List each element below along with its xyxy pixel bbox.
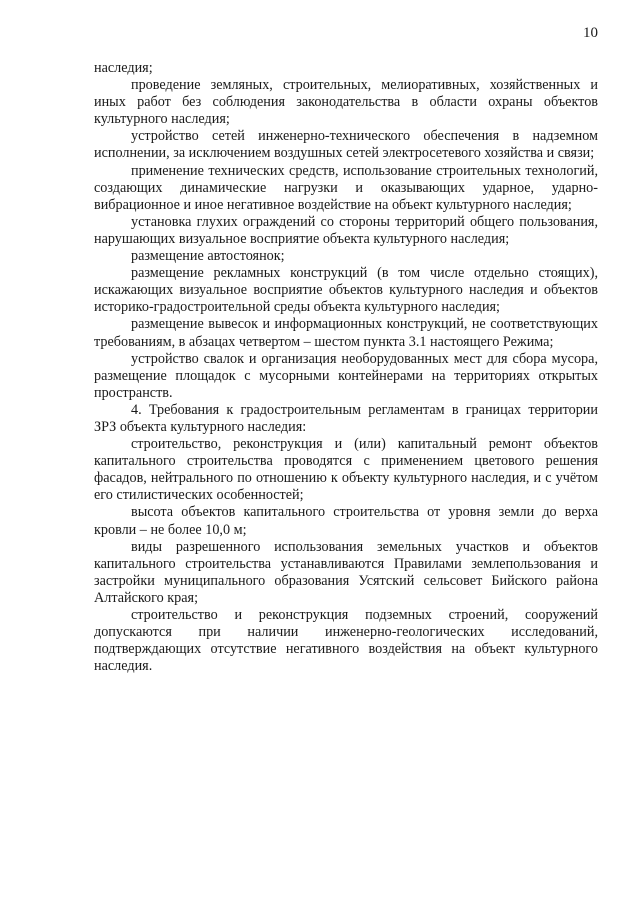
paragraph: установка глухих ограждений со стороны территорий общего пользования, нарушающих визуальное восприятие объекта культурного наследия; <box>94 213 598 247</box>
paragraph: строительство и реконструкция подземных строений, сооружений допускаются при наличии инженерно-геологических исследований, подтверждающих отсутствие негативного воздействия на объект культурного наследия. <box>94 607 598 675</box>
paragraph: устройство сетей инженерно-технического обеспечения в надземном исполнении, за исключением воздушных сетей электросетевого хозяйства и связи; <box>94 128 598 162</box>
paragraph: размещение рекламных конструкций (в том числе отдельно стоящих), искажающих визуальное восприятие объектов культурного наследия и объектов историко-градостроительной среды объекта культурного наследия; <box>94 265 598 316</box>
paragraph: наследия; <box>94 60 153 76</box>
paragraph: строительство, реконструкция и (или) капитальный ремонт объектов капитального строительства проводятся с применением цветового решения фасадов, нейтрального по отношению к объекту культурного наследия, и с учётом его стилистических особенностей; <box>94 436 598 504</box>
section-heading: 4. Требования к градостроительным регламентам в границах территории ЗРЗ объекта культурного наследия: <box>94 401 598 435</box>
paragraph: виды разрешенного использования земельных участков и объектов капитального строительства устанавливаются Правилами землепользования и застройки муниципального образования Усятский сельсовет Бийского района Алтайского края; <box>94 538 598 606</box>
paragraph: устройство свалок и организация необорудованных мест для сбора мусора, размещение площадок с мусорными контейнерами на территориях открытых пространств. <box>94 350 598 401</box>
paragraph: размещение вывесок и информационных конструкций, не соответствующих требованиям, в абзацах четвертом – шестом пункта 3.1 настоящего Режима; <box>94 316 598 350</box>
document-body <box>94 60 598 675</box>
paragraph: применение технических средств, использование строительных технологий, создающих динамические нагрузки и оказывающих ударное, ударно-вибрационное и иное негативное воздействие на объект культурного наследия; <box>94 162 598 213</box>
paragraph: проведение земляных, строительных, мелиоративных, хозяйственных и иных работ без соблюдения законодательства в области охраны объектов культурного наследия; <box>94 77 598 128</box>
paragraph: высота объектов капитального строительства от уровня земли до верха кровли – не более 10,0 м; <box>94 504 598 538</box>
paragraph: размещение автостоянок; <box>131 248 285 265</box>
page-number: 10 <box>583 25 598 41</box>
